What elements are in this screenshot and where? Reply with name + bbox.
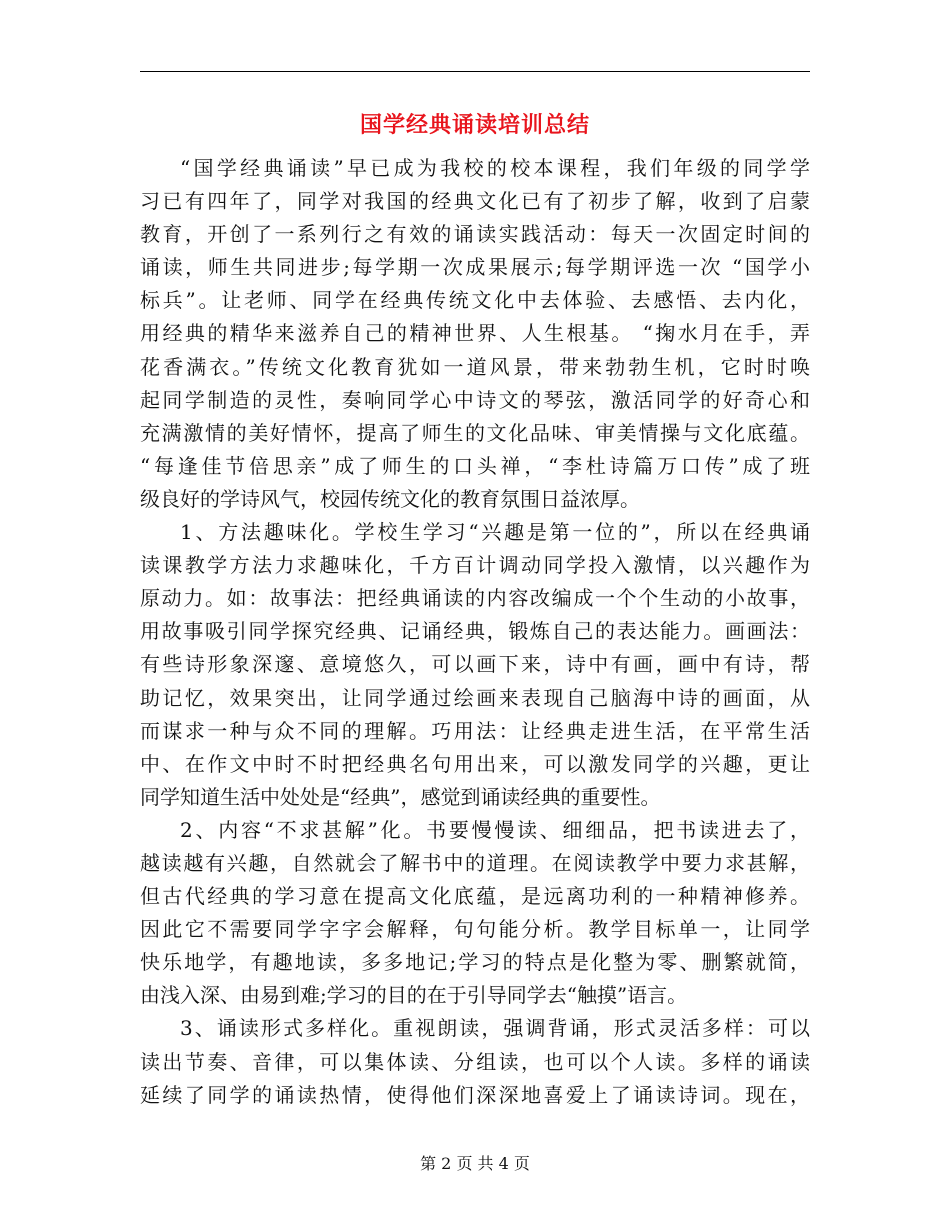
text-line: 起同学制造的灵性，奏响同学心中诗文的琴弦，激活同学的好奇心和 [140, 387, 810, 412]
text-line: 诵读，师生共同进步;每学期一次成果展示;每学期评选一次 “国学小 [140, 255, 810, 280]
text-line: 读出节奏、音律，可以集体读、分组读，也可以个人读。多样的诵读 [140, 1049, 810, 1074]
paragraph-intro [140, 152, 810, 516]
text-line: 助记忆，效果突出，让同学通过绘画来表现自己脑海中诗的画面，从 [140, 685, 810, 710]
document-title: 国学经典诵读培训总结 [359, 113, 590, 138]
text-line: 同学知道生活中处处是“经典”，感觉到诵读经典的重要性。 [140, 784, 661, 809]
text-line: 但古代经典的学习意在提高文化底蕴，是远离功利的一种精神修养。 [140, 884, 810, 909]
text-line: 快乐地学，有趣地读，多多地记;学习的特点是化整为零、删繁就简， [140, 950, 810, 975]
text-line: 1、方法趣味化。学校生学习“兴趣是第一位的”，所以在经典诵 [180, 520, 810, 545]
text-line: 因此它不需要同学字字会解释，句句能分析。教学目标单一，让同学 [140, 917, 810, 942]
text-line: 越读越有兴趣，自然就会了解书中的道理。在阅读教学中要力求甚解， [140, 850, 810, 875]
text-line: 习已有四年了，同学对我国的经典文化已有了初步了解，收到了启蒙 [140, 189, 810, 214]
text-line: 3、诵读形式多样化。重视朗读，强调背诵，形式灵活多样：可以 [180, 1016, 810, 1041]
text-line: 延续了同学的诵读热情，使得他们深深地喜爱上了诵读诗词。现在， [140, 1082, 810, 1107]
text-line: 用故事吸引同学探究经典、记诵经典，锻炼自己的表达能力。画画法： [140, 619, 810, 644]
text-line: 标兵”。让老师、同学在经典传统文化中去体验、去感悟、去内化， [140, 288, 810, 313]
paragraph-method [140, 516, 810, 814]
text-line: 由浅入深、由易到难;学习的目的在于引导同学去“触摸”语言。 [140, 983, 688, 1008]
paragraph-form [140, 1012, 810, 1111]
paragraph-content [140, 814, 810, 1013]
document-body [140, 152, 810, 1112]
text-line: 用经典的精华来滋养自己的精神世界、人生根基。 “掬水月在手，弄 [140, 321, 810, 346]
header-rule [140, 71, 810, 72]
text-line: 而谋求一种与众不同的理解。巧用法：让经典走进生活，在平常生活 [140, 718, 810, 743]
text-line: 有些诗形象深邃、意境悠久，可以画下来，诗中有画，画中有诗，帮 [140, 652, 810, 677]
text-line: “国学经典诵读”早已成为我校的校本课程，我们年级的同学学 [180, 156, 810, 180]
page-footer: 第 2 页 共 4 页 [420, 1154, 530, 1173]
text-line: 原动力。如：故事法：把经典诵读的内容改编成一个个生动的小故事， [140, 586, 810, 611]
text-line: 级良好的学诗风气，校园传统文化的教育氛围日益浓厚。 [140, 486, 640, 511]
text-line: 花香满衣。”传统文化教育犹如一道风景，带来勃勃生机，它时时唤 [140, 354, 810, 379]
text-line: 中、在作文中时不时把经典名句用出来，可以激发同学的兴趣，更让 [140, 751, 810, 776]
text-line: 教育，开创了一系列行之有效的诵读实践活动：每天一次固定时间的 [140, 222, 810, 247]
text-line: “每逢佳节倍思亲”成了师生的口头禅，“李杜诗篇万口传”成了班 [140, 453, 810, 478]
text-line: 2、内容“不求甚解”化。书要慢慢读、细细品，把书读进去了， [180, 817, 810, 842]
text-line: 读课教学方法力求趣味化，千方百计调动同学投入激情，以兴趣作为 [140, 553, 810, 578]
text-line: 充满激情的美好情怀，提高了师生的文化品味、审美情操与文化底蕴。 [140, 420, 810, 445]
